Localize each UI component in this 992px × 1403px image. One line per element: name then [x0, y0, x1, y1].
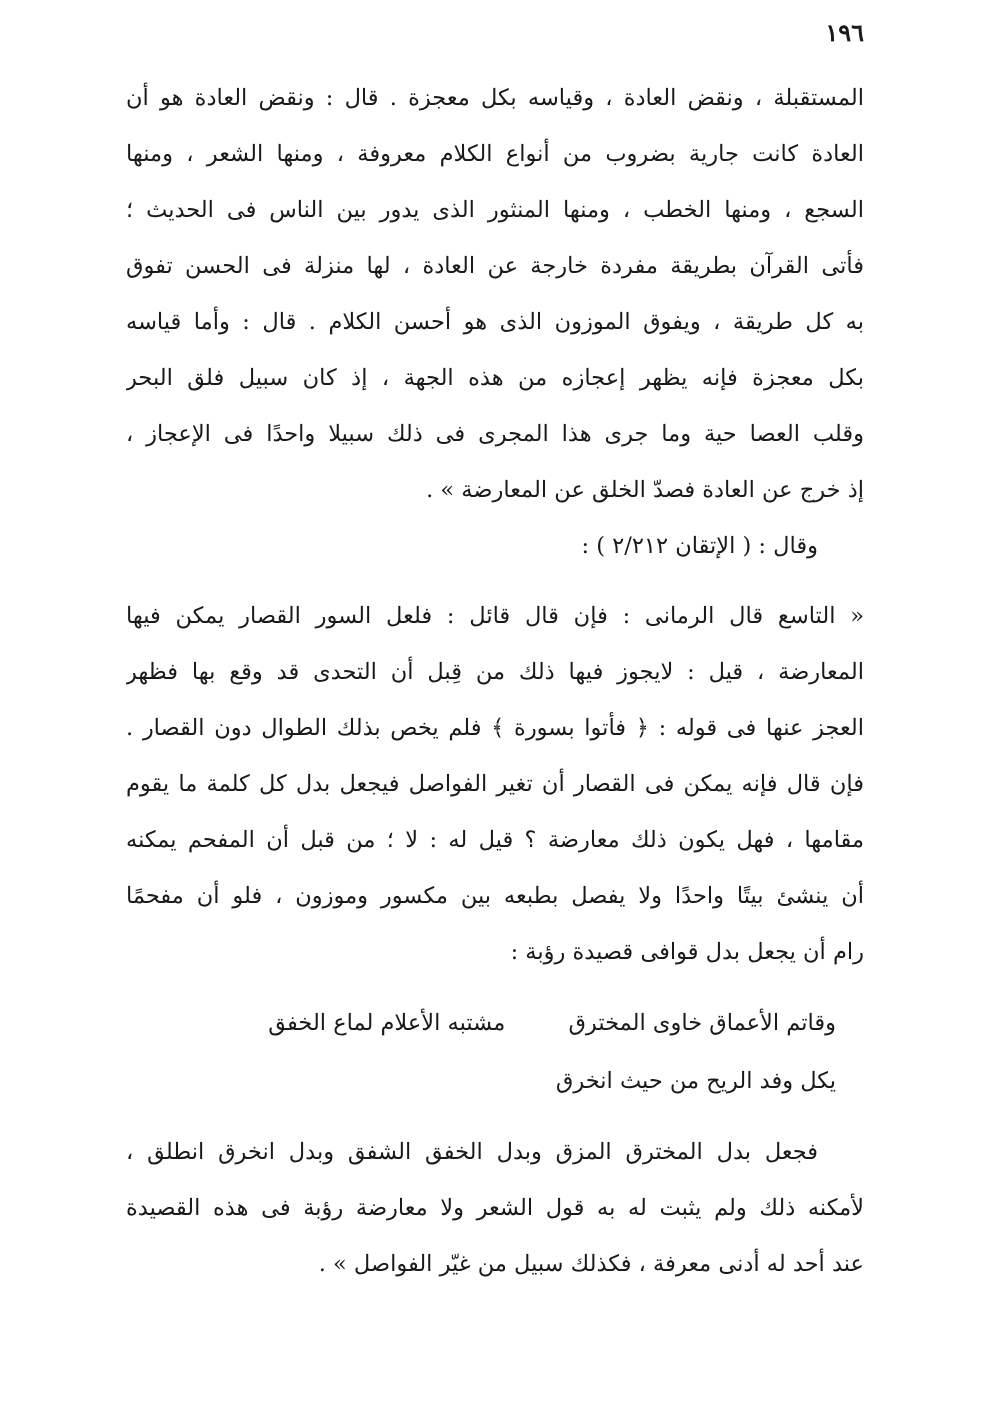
text-line: فإن قال فإنه يمكن فى القصار أن تغير الفواصل فيجعل بدل كل كلمة ما يقوم	[126, 771, 864, 797]
page-number: ١٩٦	[825, 18, 864, 47]
verse-line-1	[126, 994, 864, 1052]
text-line: فجعل بدل المخترق المزق وبدل الخفق الشفق وبدل انخرق انطلق ،	[126, 1139, 818, 1165]
verse-hemistich-second: مشتبه الأعلام لماع الخفق	[268, 1010, 506, 1036]
text-line: بكل معجزة فإنه يظهر إعجازه من هذه الجهة ، إذ كان سبيل فلق البحر	[126, 365, 864, 391]
text-line: المعارضة ، قيل : لايجوز فيها ذلك من قِبل أن التحدى قد وقع بها فظهر	[126, 659, 864, 685]
text-line: المستقبلة ، ونقض العادة ، وقياسه بكل معجزة . قال : ونقض العادة هو أن	[126, 85, 864, 111]
text-line: رام أن يجعل بدل قوافى قصيدة رؤبة :	[510, 939, 864, 965]
text-line: عند أحد له أدنى معرفة ، فكذلك سبيل من غيّر الفواصل » .	[318, 1251, 864, 1277]
text-line: السجع ، ومنها الخطب ، ومنها المنثور الذى يدور بين الناس فى الحديث ؛	[126, 197, 864, 223]
verse-line-2	[126, 1052, 864, 1110]
text-line: وقلب العصا حية وما جرى هذا المجرى فى ذلك سبيلا واحدًا فى الإعجاز ،	[126, 421, 864, 447]
text-line: به كل طريقة ، ويفوق الموزون الذى هو أحسن الكلام . قال : وأما قياسه	[126, 309, 864, 335]
text-line: مقامها ، فهل يكون ذلك معارضة ؟ قيل له : لا ؛ من قبل أن المفحم يمكنه	[126, 827, 864, 853]
citation-line: وقال : ( الإتقان ٢/٢١٢ ) :	[581, 533, 818, 559]
text-line: العادة كانت جارية بضروب من أنواع الكلام معروفة ، ومنها الشعر ، ومنها	[126, 141, 864, 167]
page-body	[126, 70, 864, 1292]
text-line: أن ينشئ بيتًا واحدًا ولا يفصل بطبعه بين مكسور وموزون ، فلو أن مفحمًا	[126, 883, 864, 909]
paragraph-1	[126, 70, 864, 518]
text-line: إذ خرج عن العادة فصدّ الخلق عن المعارضة » .	[426, 477, 864, 503]
verse-hemistich: يكل وفد الريح من حيث انخرق	[555, 1068, 836, 1094]
text-line: العجز عنها فى قوله : ﴿ فأتوا بسورة ﴾ فلم يخص بذلك الطوال دون القصار .	[126, 715, 864, 741]
poetry-verse	[126, 994, 864, 1110]
verse-hemistich-first: وقاتم الأعماق خاوى المخترق	[568, 1010, 836, 1036]
text-line: « التاسع قال الرمانى : فإن قال قائل : فلعل السور القصار يمكن فيها	[126, 603, 864, 629]
paragraph-2	[126, 588, 864, 980]
text-line: لأمكنه ذلك ولم يثبت له به قول الشعر ولا معارضة رؤبة فى هذه القصيدة	[126, 1195, 864, 1221]
text-line: فأتى القرآن بطريقة مفردة خارجة عن العادة ، لها منزلة فى الحسن تفوق	[126, 253, 864, 279]
paragraph-3	[126, 1124, 864, 1292]
